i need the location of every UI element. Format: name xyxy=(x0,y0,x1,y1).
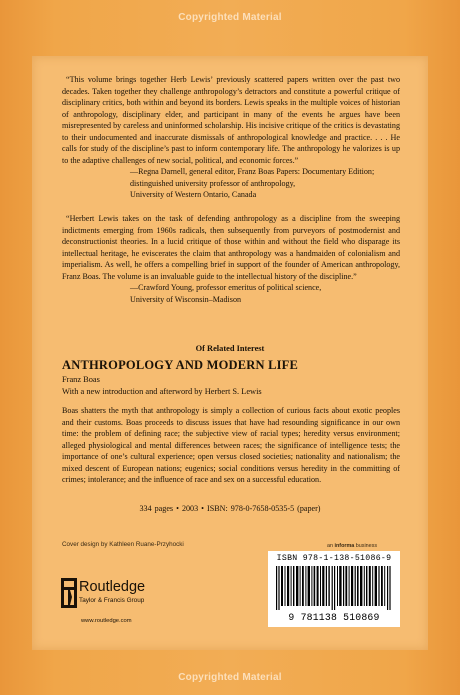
related-interest-heading: Of Related Interest xyxy=(195,344,265,353)
attribution-line: —Regna Darnell, general editor, Franz Boas Papers: Documentary Edition; xyxy=(130,167,375,177)
attribution-line: University of Western Ontario, Canada xyxy=(130,190,257,200)
reviews-section xyxy=(62,74,400,305)
publisher-website: www.routledge.com xyxy=(81,618,132,624)
isbn-label: ISBN 978-1-138-51086-9 xyxy=(276,554,392,563)
related-book-meta: 334 pages • 2003 • ISBN: 978-0-7658-0535-5 (paper) xyxy=(139,504,321,513)
watermark-bottom: Copyrighted Material xyxy=(178,672,282,683)
review-attribution-2 xyxy=(130,282,400,305)
review-quote-1: “This volume brings together Herb Lewis’ previously scattered papers written over the past two decades. Taken together they challenge anthropology’s detractors and constitute a powerful critique of disciplinary critics, both within and beyond its borders. Lewis speaks in the multiple voices of historian of anthropology, disciplinary elder, and participant in many of the events he argues have been misrepresented by careless and uninformed scholarship. His incisive critique of the critics is devastating to their undocumented and inaccurate dismissals of anthropological knowledge and practice. . . . He calls for study of the discipline’s past to inform contemporary life. The anthropology he valorizes is up to the adaptive challenges of new social, political, and economic forces.” xyxy=(62,75,400,165)
review-quote-2: “Herbert Lewis takes on the task of defending anthropology as a discipline from the sweeping indictments emerging from 1960s radicals, then subsequently from purveyors of postmodernist and deconstructionist theories. In a lucid critique of those within and without the field who disparage its intellectual heritage, he eviscerates the claim that anthropology was a handmaiden of colonialism and imperialism. As well, he offers a compelling brief in support of the founder of American anthropology, Franz Boas. The volume is an invaluable guide to the intellectual history of the discipline.” xyxy=(62,214,400,281)
related-book-title: ANTHROPOLOGY AND MODERN LIFE xyxy=(62,358,299,372)
attribution-line: distinguished university professor of anthropology, xyxy=(130,178,296,188)
informa-business-label: an informa business xyxy=(327,543,378,549)
barcode-graphic xyxy=(272,566,396,610)
related-book-intro: With a new introduction and afterword by Herbert S. Lewis xyxy=(62,387,262,396)
routledge-logo-icon xyxy=(61,578,77,608)
cover-design-credit: Cover design by Kathleen Ruane-Przyhocki xyxy=(62,541,184,548)
watermark-top: Copyrighted Material xyxy=(178,12,282,23)
attribution-line: —Crawford Young, professor emeritus of political science, xyxy=(130,283,322,293)
publisher-group: Taylor & Francis Group xyxy=(79,597,145,604)
related-book-description: Boas shatters the myth that anthropology is simply a collection of curious facts about exotic peoples and their customs. Boas proceeds to discuss issues that have had resounding significance in our own time: the problem of defining race; the subjective view of racial types; heredity versus environment; alleged physiological and mental differences between races; the significance of intelligence tests; the importance of one’s cultural experience; open versus closed societies; nationality and nationalism; the mixed descent of European nations; eugenics; social conditions versus heredity in the committing of crimes; intolerance; and the influence of race and sex on a successful education. xyxy=(62,406,400,485)
isbn-digits: 9 781138 510869 xyxy=(288,612,380,623)
attribution-line: University of Wisconsin–Madison xyxy=(130,294,242,304)
publisher-name: Routledge xyxy=(79,579,146,595)
isbn-barcode xyxy=(268,551,400,627)
related-book-author: Franz Boas xyxy=(62,375,100,384)
review-attribution-1 xyxy=(130,166,400,201)
